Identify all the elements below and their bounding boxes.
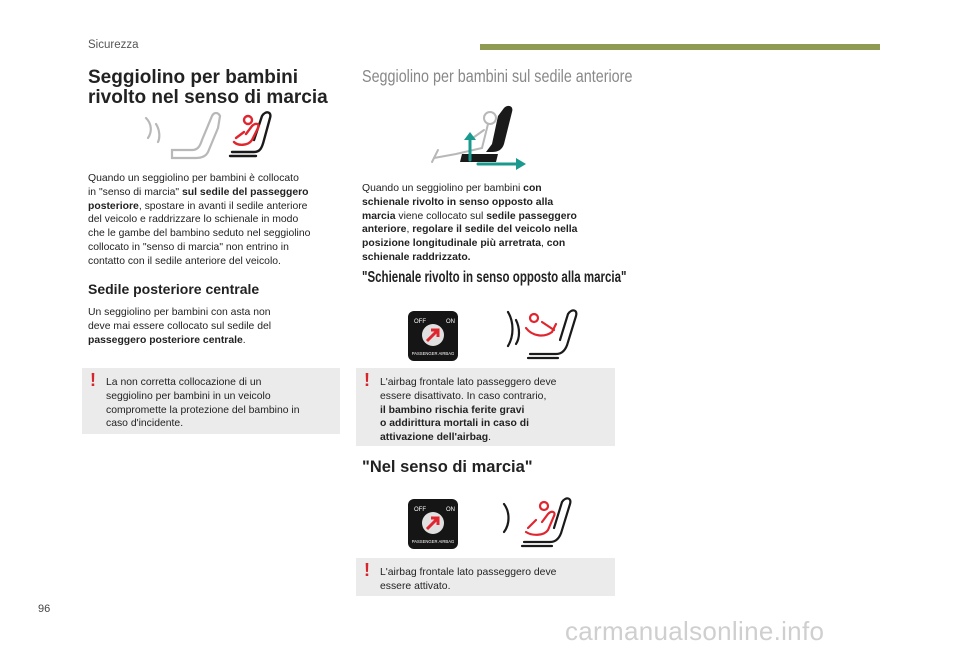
- forward-facing-heading: "Nel senso di marcia": [362, 458, 533, 476]
- airbag-off-text-2: OFF: [414, 507, 426, 513]
- svg-text:PASSENGER AIRBAG: [412, 351, 455, 356]
- rear-centre-seat-heading: Sedile posteriore centrale: [88, 281, 260, 297]
- airbag-on-text: ON: [446, 319, 455, 325]
- airbag-word1-2: PASSENGER: [411, 539, 438, 544]
- seat-adjustment-illustration: [426, 104, 530, 176]
- left-paragraph-2: Un seggiolino per bambini con asta non deve mai essere collocato sul sedile del passeggero posteriore centrale.: [88, 307, 272, 346]
- warning-icon: !: [364, 370, 370, 390]
- forward-facing-child-seat-illustration: [500, 496, 580, 548]
- rear-facing-warning-text: L'airbag frontale lato passeggero deve essere disattivato. In caso contrario, il bambino rischia ferite gravi o addirittura mortali in caso di attivazione dell'airbag.: [380, 377, 557, 444]
- airbag-on-text-2: ON: [446, 507, 455, 513]
- airbag-word2: AIRBAG: [438, 351, 455, 356]
- left-warning-text: La non corretta collocazione di un seggiolino per bambini in un veicolo compromette la protezione del bambino in caso d'incidente.: [106, 377, 300, 430]
- left-title-line1: Seggiolino per bambini: [88, 67, 299, 88]
- left-warning-box: [82, 368, 340, 434]
- right-paragraph: Quando un seggiolino per bambini con schienale rivolto in senso opposto alla marcia viene collocato sul sedile passeggero anteriore, regolare il sedile del veicolo nella posizione longitudinale più arretrata, con schienale raddrizzato.: [362, 183, 578, 263]
- left-title: [88, 68, 348, 108]
- forward-facing-warning-text: L'airbag frontale lato passeggero deve essere attivato.: [380, 567, 557, 592]
- section-accent-bar: [480, 44, 880, 50]
- airbag-word2-2: AIRBAG: [438, 539, 455, 544]
- left-title-line2: rivolto nel senso di marcia: [88, 87, 328, 108]
- watermark: carmanualsonline.info: [565, 616, 825, 646]
- forward-facing-seat-illustration: [136, 110, 276, 164]
- warning-icon: !: [364, 560, 370, 580]
- airbag-off-text: OFF: [414, 319, 426, 325]
- rear-facing-warning-box: [356, 368, 615, 446]
- front-seat-heading: Seggiolino per bambini sul sedile anteriore: [362, 66, 633, 86]
- airbag-off-label-icon: [408, 311, 458, 361]
- page-number: 96: [38, 603, 51, 615]
- svg-text:PASSENGER AIRBAG: [412, 539, 455, 544]
- forward-facing-warning-box: [356, 558, 615, 596]
- warning-icon: !: [90, 370, 96, 390]
- rear-facing-heading: "Schienale rivolto in senso opposto alla marcia": [362, 269, 627, 286]
- section-label: Sicurezza: [88, 39, 139, 51]
- rear-facing-seat-illustration: [504, 306, 584, 360]
- left-paragraph-1: Quando un seggiolino per bambini è collocato in "senso di marcia" sul sedile del passeggero posteriore, spostare in avanti il sedile anteriore del veicolo e raddrizzare lo schienale in modo che le gambe del bambino seduto nel seggiolino collocato in "senso di marcia" non entrino in contatto con il sedile anteriore del veicolo.: [88, 173, 311, 267]
- airbag-on-label-icon: [408, 499, 458, 549]
- airbag-word1: PASSENGER: [411, 351, 438, 356]
